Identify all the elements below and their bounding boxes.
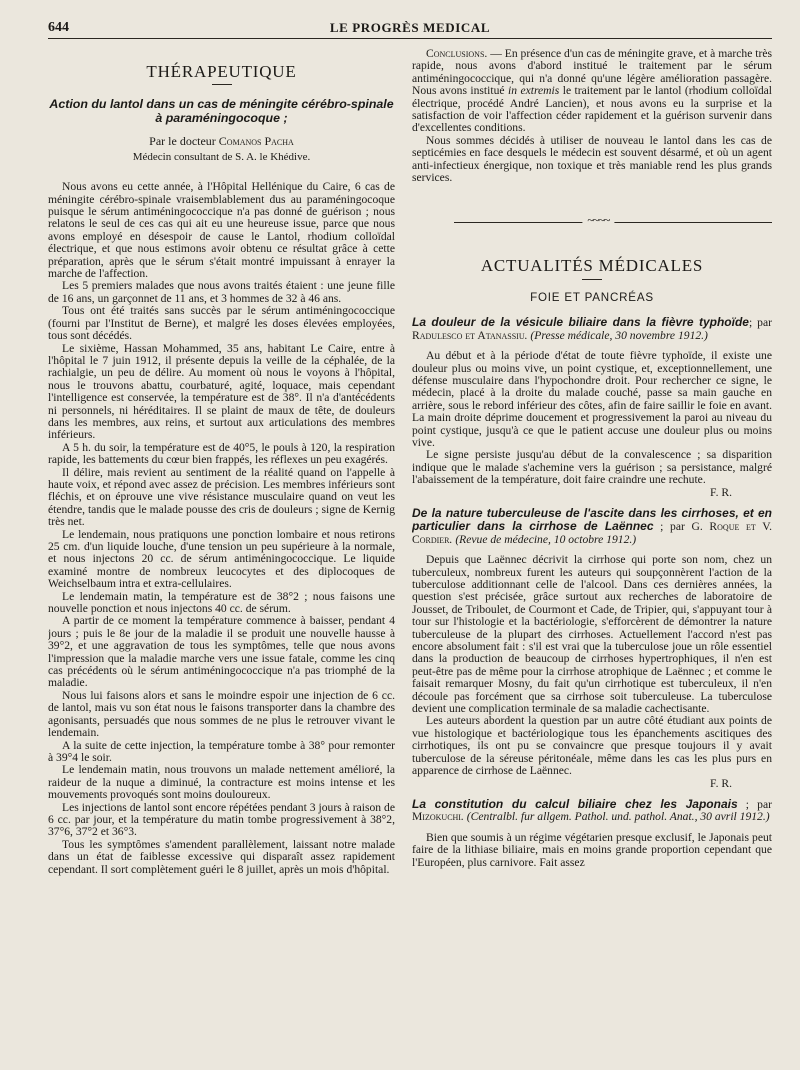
news-source: . (Centralbl. fur allgem. Pathol. und. pathol. Anat., 30 avril 1912.) [460,810,770,824]
news-authors: Mizokuchi [412,810,461,824]
news-paragraph: Au début et à la période d'état de toute fièvre typhoïde, il existe une douleur plus ou moins vive, un point cystique, et, exceptionnellement, une défense musculaire dans l'hypochondre droit. Pour rechercher ce signe, le médecin, placé à la droite du malade couché, passe sa main gauche en arrière, sous le rebord inférieur des côtes, afin de faire saillir le foie en avant. La main droite déprime doucement et progressivement la paroi au niveau du point cystique, jusqu'à ce que le patient accuse une douleur plus ou moins vive. [412,349,772,449]
news-item [412,316,772,499]
article-paragraph: Le lendemain, nous pratiquons une ponction lombaire et nous retirons 25 cm. d'un liquide louche, d'une tension un peu supérieure à la normale, et nous injectons 20 cc. de sérum antiméningococcique. Le liquide examiné montre de nombreux leucocytes et des diplocoques de Weichselbaum intra et extra-cellulaires. [48,527,395,591]
news-item [412,798,772,869]
left-column [48,48,395,1062]
author-affiliation: Médecin consultant de S. A. le Khédive. [132,150,311,163]
news-paragraph: Les auteurs abordent la question par un autre côté étudiant aux points de vue histologique et bactériologique tous les épanchements ascitiques des cirrhotiques, ils ont pu se convaincre que presque toujours il y avait tuberculose de la séreuse péritonéale, même dans les cas les plus purs en apparence de cirrhose de Laënnec. [412,714,772,778]
journal-title: LE PROGRÈS MEDICAL [329,20,491,35]
article-paragraph: Le lendemain matin, nous trouvons un malade nettement amélioré, la raideur de la nuque a diminué, la contracture est moins intense et les mouvements provoqués sont moins douloureux. [48,763,395,802]
conclusions-paragraph [412,48,772,135]
section-divider [412,206,772,242]
author-name: Comanos Pacha [218,134,294,149]
news-ref-prefix: ; par [748,316,772,330]
article-paragraph: A 5 h. du soir, la température est de 40°5, le pouls à 120, la respiration rapide, les battements du cœur bien frappés, les réflexes un peu exagérés. [48,440,395,467]
article-paragraph: Tous ont été traités sans succès par le sérum antiméningococcique (fourni par l'Institut de Berne), et malgré les doses élevées employées, tous sont décédés. [48,304,395,343]
conclusions-text: — En présence d'un cas de méningite grave, et à marche très rapide, nous avons d'abord institué le traitement par le sérum antiméningococcique, qui n'a donné qu'une légère amélioration passagère. Nous avons institué [412,48,772,98]
article-paragraph: Nous lui faisons alors et sans le moindre espoir une injection de 6 cc. de lantol, mais vu son état nous le faisons transporter dans la chambre des agonisants, persuadés que nous sommes de ne plus le retrouver vivant le lendemain. [48,688,395,740]
news-title: La douleur de la vésicule biliaire dans la fièvre typhoïde [412,315,749,330]
article-paragraph: A la suite de cette injection, la température tombe à 38° pour remonter à 39°4 le soir. [48,738,395,764]
news-signature: F. R. [710,776,732,790]
news-signature: F. R. [710,485,732,499]
conclusions-label: Conclusions. [426,48,488,60]
article-body [48,181,395,876]
title-rule-2 [582,279,602,280]
article-paragraph: Les 5 premiers malades que nous avons traités étaient : une jeune fille de 16 ans, un garçonnet de 11 ans, et 3 hommes de 32 à 46 ans. [48,279,395,305]
news-source: . (Revue de médecine, 10 octobre 1912.) [449,532,637,546]
news-authors: G. Roque et V. Cordier [412,520,772,546]
news-ref-prefix: ; par [653,520,692,534]
conclusions-italic: in extremis [507,84,560,98]
article-paragraph: Le lendemain matin, la température est de 38°2 ; nous faisons une nouvelle ponction et nous injectons 40 cc. de sérum. [48,589,395,616]
subsection-title: FOIE ET PANCRÉAS [530,290,654,304]
title-rule [212,84,232,85]
news-heading [412,316,772,342]
article-paragraph: Les injections de lantol sont encore répétées pendant 3 jours à raison de 6 cc. par jour, et la température du matin tombe progressivement à 38°2, 37°6, 37°2 et 36°3. [48,800,395,839]
article-paragraph: Tous les symptômes s'amendent parallèlement, laissant notre malade dans un état de faiblesse excessive qui disparaît assez rapidement cependant. Il sort complètement guéri le 8 juillet, après un mois d'hôpital. [48,837,395,876]
news-paragraph: Le signe persiste jusqu'au début de la convalescence ; sa disparition indique que le malade s'achemine vers la guérison ; sa persistance, malgré l'abaissement de la température, doit faire craindre une rechute. [412,448,772,487]
news-source: . (Presse médicale, 30 novembre 1912.) [524,328,708,342]
news-authors: Radulesco et Atanassiu [412,328,525,342]
article-paragraph: Le sixième, Hassan Mohammed, 35 ans, habitant Le Caire, entre à l'hôpital le 7 juin 1912, il présente depuis la veille de la céphalée, de la rachialgie, un peu de délire. Au moment où nous le voyons à l'hôpital, nous le trouvons abattu, courbaturé, agité, loquace, mais cependant l'intelligence est conservée, la température est de 38°. Il n'a d'antécédents ni personnels, ni héréditaires. Il se plaint de maux de tête, de douleurs dans les membres, aux reins, et surtout aux articulations des membres inférieurs. [48,341,395,442]
page-number: 644 [48,20,69,35]
news-title: La constitution du calcul biliaire chez les Japonais [412,796,738,811]
divider-ornament: ~~~~ [582,214,614,226]
conclusions-paragraph-2: Nous sommes décidés à utiliser de nouveau le lantol dans les cas de septicémies en face desquels le médecin est souvent désarmé, et où un agent anti-infectieux énergique, non toxique et très maniable rend les plus grands services. [412,133,772,185]
news-paragraph: Depuis que Laënnec décrivit la cirrhose qui porte son nom, chez un tuberculeux, nombreux furent les auteurs qui soupçonnèrent l'action de la tuberculose additionnant celle de l'alcool. Dans ces dernières années, la question s'est précisée, grâce surtout aux recherches de laboratoire de Jousset, de Triboulet, de Courmont et Cade, de Tripier, qui, s'appuyant tour à tour sur l'histologie et la bactériologie, s'efforcèrent de démontrer la nature tuberculeuse de la plupart des cirrhoses. Actuellement l'accord n'est pas encore absolument fait : s'il est vrai que la tuberculose joue un rôle essentiel dans la production de beaucoup de cirrhoses hypertrophiques, il n'en est peut-être pas de même pour la cirrhose atrophique de Laënnec ; et comme le faisait remarquer Mosny, du fait qu'un cirrhotique est tuberculeux, il n'en découle pas forcément que sa cirrhose soit tuberculeuse. La tuberculose devient une complication terminale de sa maladie cachectisante. [412,553,772,716]
conclusions-text-2: le traitement par le lantol (rhodium colloïdal électrique, procédé André Lancien), et nous avons eu la surprise et la satisfaction de voir l'affection céder rapidement et la guérison survenir dans d'excellentes conditions. [412,84,772,135]
page-header [48,18,772,39]
news-heading [412,798,772,824]
news-list [412,316,772,869]
author-prefix: Par le docteur [149,134,216,149]
news-paragraph: Bien que soumis à un régime végétarien presque exclusif, le Japonais peut faire de la lithiase biliaire, mais en moins grande proportion cependant que l'Européen, plus carnivore. Fait assez [412,830,772,869]
news-ref-prefix: ; par [737,797,772,811]
news-item [412,507,772,790]
article-author [48,135,395,147]
article-paragraph: Il délire, mais revient au sentiment de la réalité quand on l'appelle à haute voix, et répond avec assez de précision. Les membres inférieurs sont fléchis, et on éprouve une vive résistance musculaire quand on veut les étendre, tandis que le malade pousse des cris de douleurs ; signe de Kernig très net. [48,465,395,529]
section-title-actualites: ACTUALITÉS MÉDICALES [480,256,704,276]
news-heading [412,507,772,546]
news-title: De la nature tuberculeuse de l'ascite dans les cirrhoses, et en particulier dans la cirrhose de Laënnec [412,505,772,534]
article-paragraph: Nous avons eu cette année, à l'Hôpital Hellénique du Caire, 6 cas de méningite cérébro-spinale vraisemblablement dus au paraméningocoque puisque le sérum antiméningococcique n'a pas donné de guérison ; nous relatons le seul de ces cas qui ait eu une heureuse issue, parce que nous avons employé en désespoir de cause le Lantol, rhodium colloïdal électrique, et que nous estimons avoir obtenu ce résultat grâce à cette préparation, après que le sérum s'était montré impuissant à enrayer la marche de l'affection. [48,180,395,281]
article-title: Action du lantol dans un cas de méningite cérébro-spinale à paraméningocoque ; [49,97,394,126]
section-title-therapeutique: THÉRAPEUTIQUE [146,62,297,81]
article-paragraph: A partir de ce moment la température commence à baisser, pendant 4 jours ; puis le 8e jour de la maladie il se produit une nouvelle hausse à 39°2, et une aggravation de tous les symptômes, telle que nous avons l'impression que la maladie marche vers une issue fatale, comme les cinq cas précédents où le sérum antiméningococcique n'a pas triomphé de la maladie. [48,614,395,690]
right-column [412,48,772,1062]
